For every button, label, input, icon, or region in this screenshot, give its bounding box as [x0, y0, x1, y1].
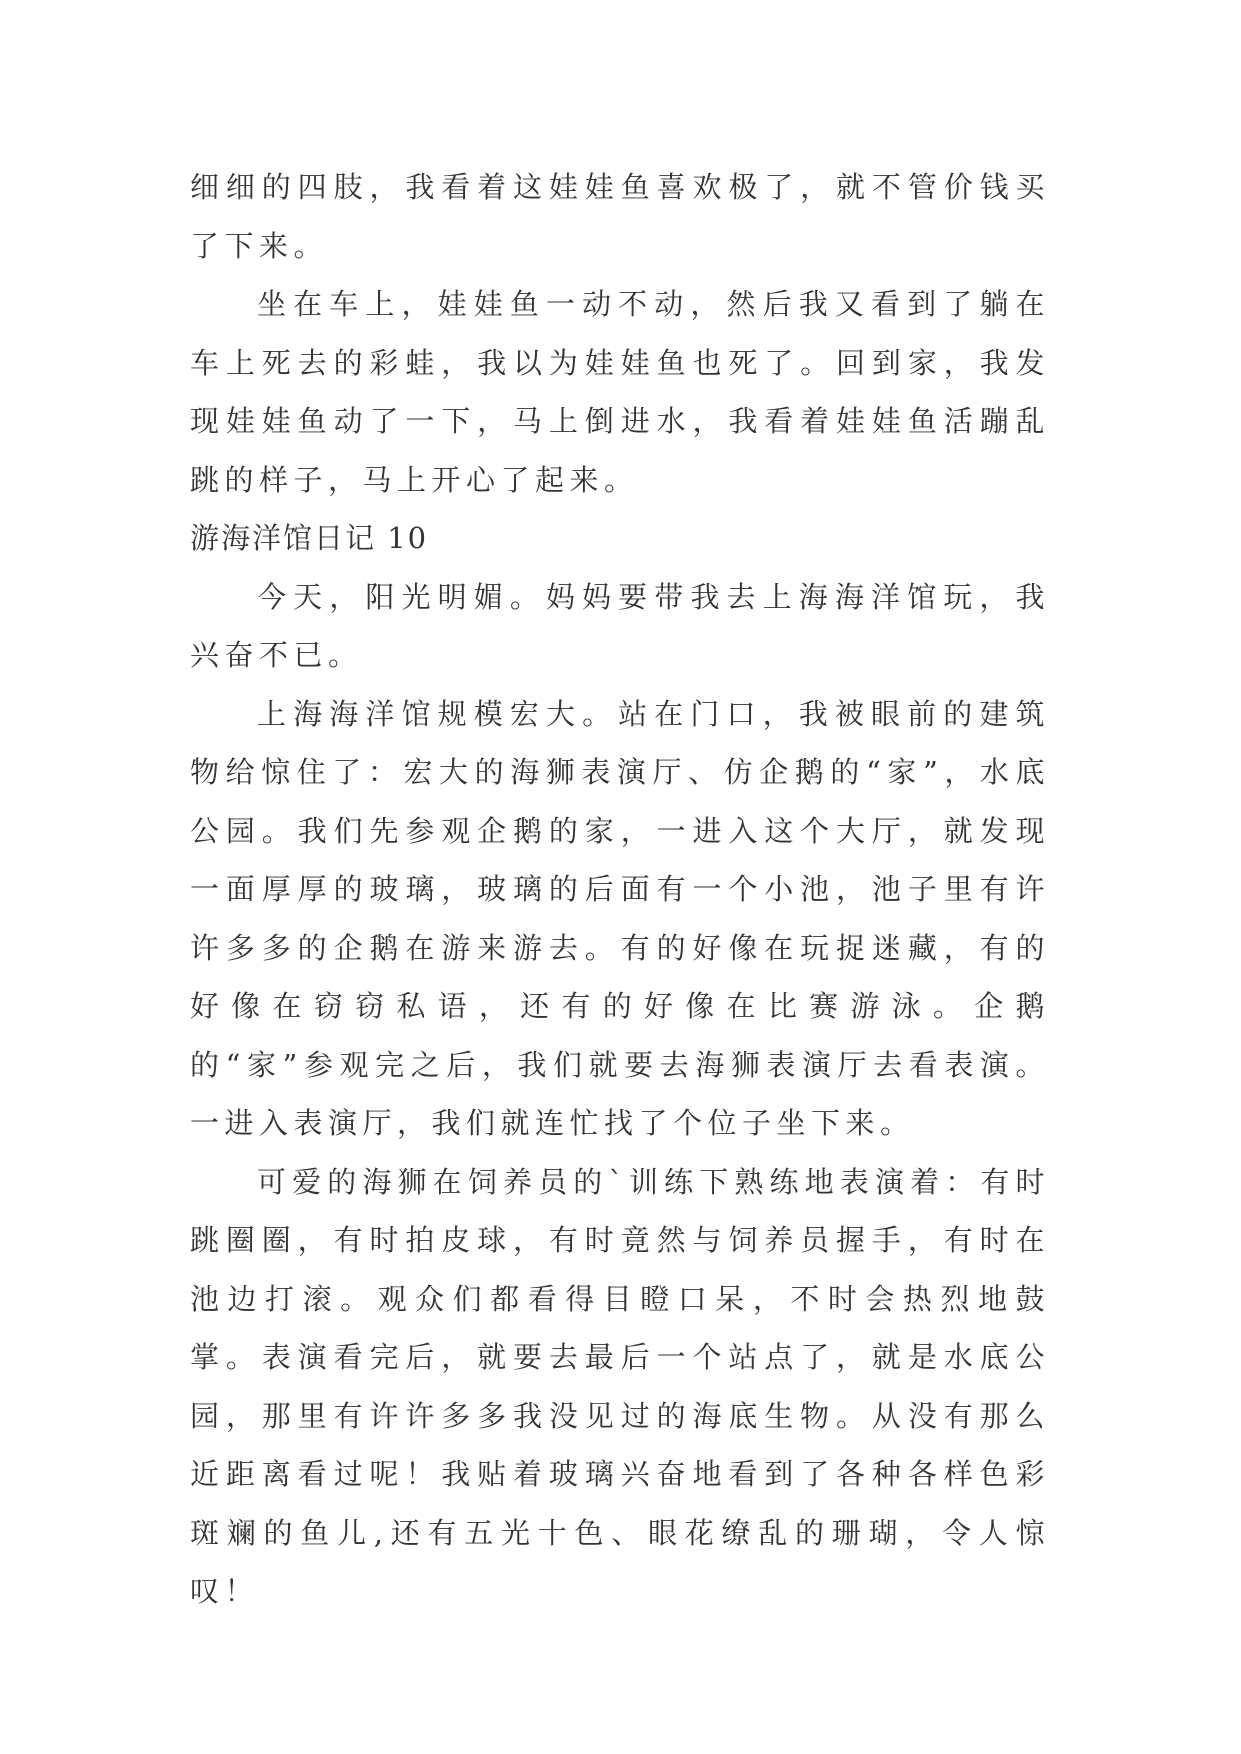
paragraph-continuation: 细细的四肢，我看着这娃娃鱼喜欢极了，就不管价钱买了下来。: [190, 170, 1050, 263]
paragraph-penguin-house: 上海海洋馆规模宏大。站在门口，我被眼前的建筑物给惊住了：宏大的海狮表演厅、仿企鹅的“家”，水底公园。我们先参观企鹅的家，一进入这个大厅，就发现一面厚厚的玻璃，玻璃的后面有一个小池，池子里有许许多多的企鹅在游来游去。有的好像在玩捉迷藏，有的好像在窃窃私语，还有的好像在比赛游泳。企鹅的“家”参观完之后，我们就要去海狮表演厅去看表演。一进入表演厅，我们就连忙找了个位子坐下来。: [190, 696, 1050, 1140]
paragraph-sea-lion-show: 可爱的海狮在饲养员的`训练下熟练地表演着：有时跳圈圈，有时拍皮球，有时竟然与饲养员握手，有时在池边打滚。观众们都看得目瞪口呆，不时会热烈地鼓掌。表演看完后，就要去最后一个站点了，就是水底公园，那里有许许多多我没见过的海底生物。从没有那么近距离看过呢！我贴着玻璃兴奋地看到了各种各样色彩斑斓的鱼儿,还有五光十色、眼花缭乱的珊瑚，令人惊叹！: [190, 1164, 1050, 1608]
document-body: [190, 158, 1050, 1621]
diary-heading: 游海洋馆日记 10: [190, 521, 429, 555]
paragraph-car-ride: 坐在车上，娃娃鱼一动不动，然后我又看到了躺在车上死去的彩蛙，我以为娃娃鱼也死了。回到家，我发现娃娃鱼动了一下，马上倒进水，我看着娃娃鱼活蹦乱跳的样子，马上开心了起来。: [190, 287, 1050, 497]
paragraph-intro: 今天，阳光明媚。妈妈要带我去上海海洋馆玩，我兴奋不已。: [190, 579, 1050, 672]
